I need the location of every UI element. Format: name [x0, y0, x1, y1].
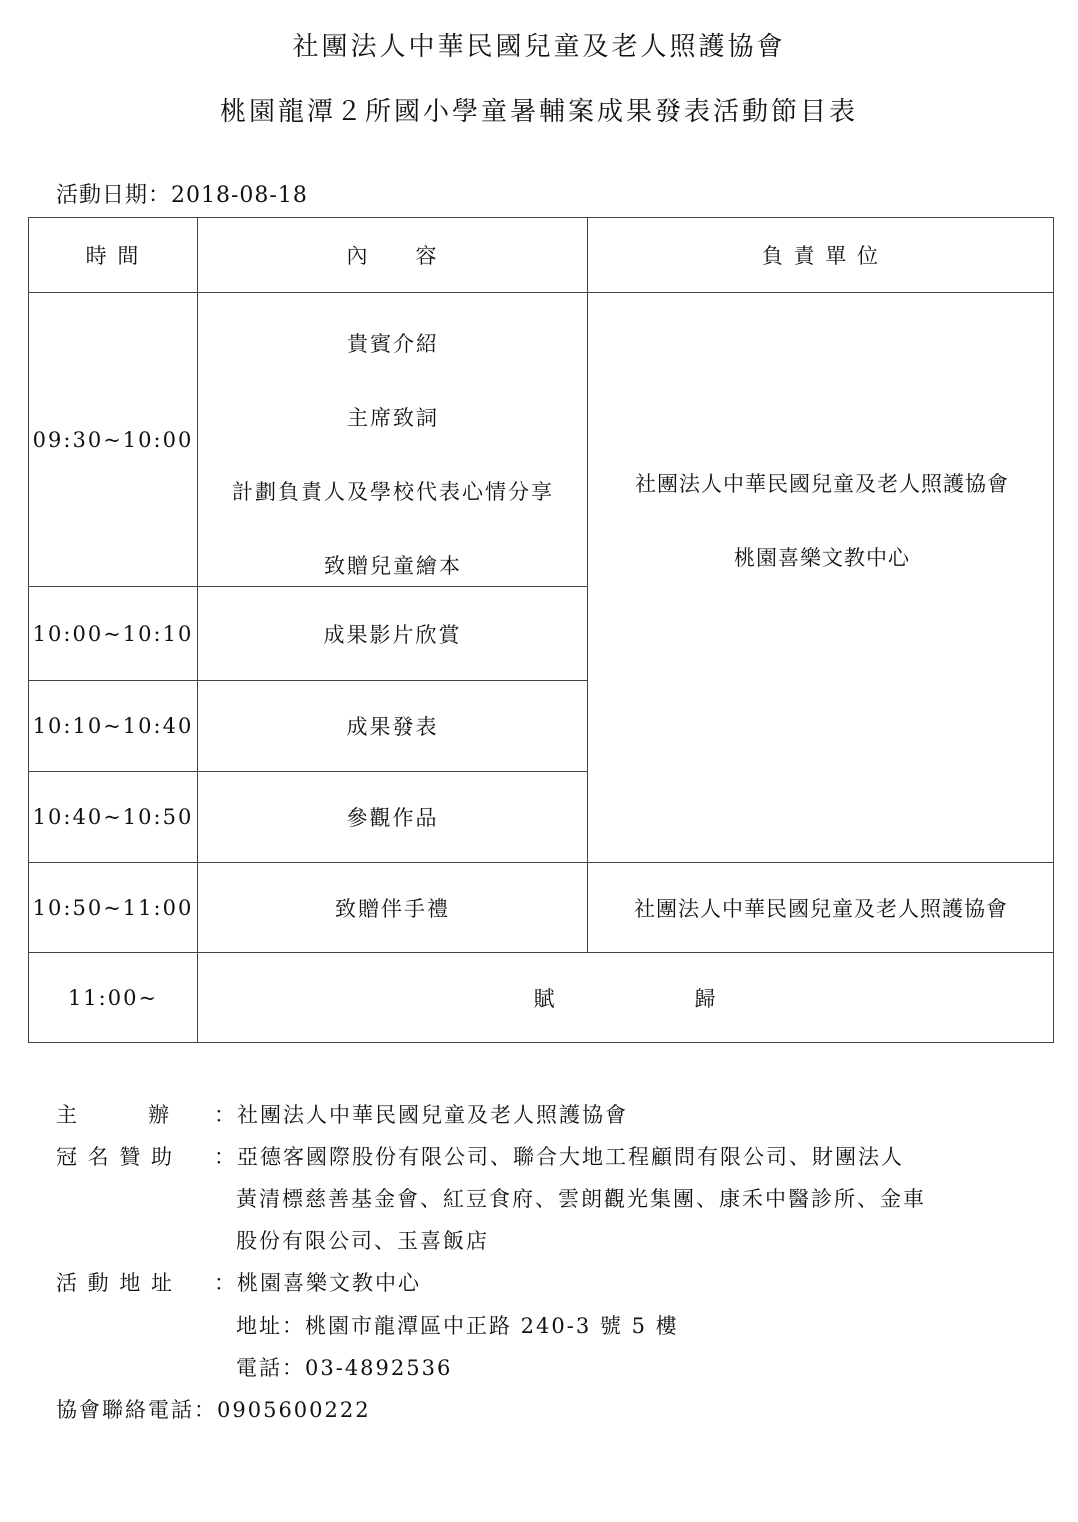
row-content-list — [199, 310, 587, 608]
header-unit: 負 責 單 位 — [761, 244, 881, 268]
org-title: 社團法人中華民國兒童及老人照護協會 — [292, 32, 786, 62]
venue-value: ：桃園喜樂文教中心 — [214, 1271, 421, 1295]
event-date: 活動日期：2018-08-18 — [56, 183, 308, 208]
row-content: 參觀作品 — [346, 806, 439, 830]
event-title: 桃園龍潭２所國小學童暑輔案成果發表活動節目表 — [219, 97, 858, 127]
row-time: 10:10~10:40 — [32, 714, 194, 738]
venue-phone: 電話：03-4892536 — [236, 1356, 453, 1380]
sponsor-line-cont: 黃清標慈善基金會、紅豆食府、雲朗觀光集團、康禾中醫診所、金車 — [236, 1187, 926, 1211]
row-time: 11:00~ — [67, 985, 159, 1010]
contact-phone: 協會聯絡電話：0905600222 — [56, 1398, 371, 1422]
list-item: 主席致詞 — [347, 406, 439, 430]
unit-org: 社團法人中華民國兒童及老人照護協會 — [635, 472, 1009, 496]
venue-line — [56, 1267, 421, 1297]
schedule-table — [28, 217, 1054, 1043]
unit-center: 桃園喜樂文教中心 — [734, 546, 910, 570]
row-unit: 社團法人中華民國兒童及老人照護協會 — [634, 896, 1008, 921]
sponsor-label: 冠 名 贊 助 — [56, 1145, 175, 1169]
row-content: 賦 歸 — [533, 986, 718, 1011]
venue-address: 地址：桃園市龍潭區中正路 240-3 號 5 樓 — [236, 1314, 679, 1338]
header-time: 時 間 — [85, 244, 141, 268]
venue-label: 活 動 地 址 — [56, 1271, 175, 1295]
list-item: 貴賓介紹 — [347, 332, 439, 356]
list-item: 致贈兒童繪本 — [324, 554, 462, 578]
row-content: 成果影片欣賞 — [323, 622, 462, 647]
row-content: 致贈伴手禮 — [335, 896, 450, 921]
list-item: 計劃負責人及學校代表心情分享 — [232, 480, 554, 504]
row-time: 10:50~11:00 — [32, 895, 194, 920]
sponsor-value: ：亞德客國際股份有限公司、聯合大地工程顧問有限公司、財團法人 — [214, 1145, 904, 1169]
row-time: 09:30~10:00 — [32, 427, 194, 452]
header-content: 內 容 — [346, 244, 439, 268]
sponsor-line — [56, 1141, 904, 1171]
host-label: 主 辦 — [56, 1103, 171, 1127]
row-time: 10:40~10:50 — [32, 805, 194, 829]
row-time: 10:00~10:10 — [32, 621, 194, 646]
sponsor-line-cont: 股份有限公司、玉喜飯店 — [236, 1229, 489, 1253]
row-content: 成果發表 — [346, 715, 439, 739]
host-line — [56, 1099, 628, 1129]
host-value: ：社團法人中華民國兒童及老人照護協會 — [214, 1103, 628, 1127]
